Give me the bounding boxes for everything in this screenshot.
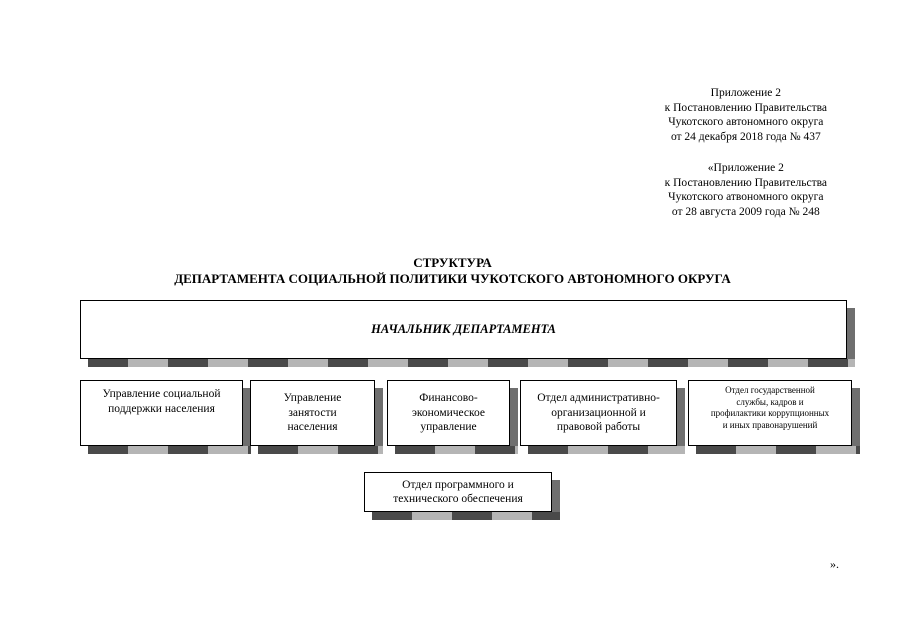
department-head-label: НАЧАЛЬНИК ДЕПАРТАМЕНТА (371, 322, 556, 337)
unit-admin-legal (520, 380, 677, 446)
appendix-line: от 24 декабря 2018 года № 437 (670, 130, 821, 143)
unit-label-line: поддержки населения (108, 402, 215, 415)
unit-label-line: занятости (288, 406, 337, 419)
unit-label-line: технического обеспечения (393, 493, 523, 505)
closing-quote: ». (830, 557, 839, 571)
unit-finance (387, 380, 510, 446)
appendix-line: к Постановлению Правительства (664, 176, 827, 189)
appendix-line: Чукотского автономного округа (668, 116, 824, 128)
appendix-line: Приложение 2 (710, 87, 781, 99)
appendix-current (665, 86, 827, 144)
unit-label-line: Финансово- (419, 392, 478, 405)
appendix-line: Чукотского атвономного округа (668, 191, 824, 203)
document-title: СТРУКТУРА (413, 255, 492, 270)
unit-label-line: населения (287, 421, 338, 434)
unit-label-line: правовой работы (556, 421, 641, 434)
document-subtitle: ДЕПАРТАМЕНТА СОЦИАЛЬНОЙ ПОЛИТИКИ ЧУКОТСКОГО АВТОНОМНОГО ОКРУГА (174, 271, 731, 286)
unit-label-line: Отдел государственной (725, 385, 815, 395)
appendix-line: к Постановлению Правительства (664, 101, 827, 114)
unit-employment (250, 380, 375, 446)
unit-label-line: Отдел административно- (537, 392, 660, 405)
appendix-line: «Приложение 2 (707, 162, 784, 174)
appendix-line: от 28 августа 2009 года № 248 (671, 205, 820, 218)
unit-label-line: и иных правонарушений (722, 419, 818, 430)
unit-label-line: Отдел программного и (402, 478, 514, 491)
unit-social-support (80, 380, 243, 446)
unit-software-support (364, 472, 552, 512)
unit-label-line: профилактики коррупционных (710, 408, 830, 418)
unit-civil-service (688, 380, 852, 446)
appendix-original (665, 161, 827, 219)
unit-label-line: экономическое (411, 406, 486, 419)
unit-label-line: управление (420, 421, 477, 434)
unit-label-line: Управление (283, 392, 342, 405)
unit-label-line: службы, кадров и (736, 396, 804, 407)
department-head-box (80, 300, 847, 359)
unit-label-line: Управление социальной (102, 388, 221, 400)
unit-label-line: организационной и (551, 406, 646, 419)
